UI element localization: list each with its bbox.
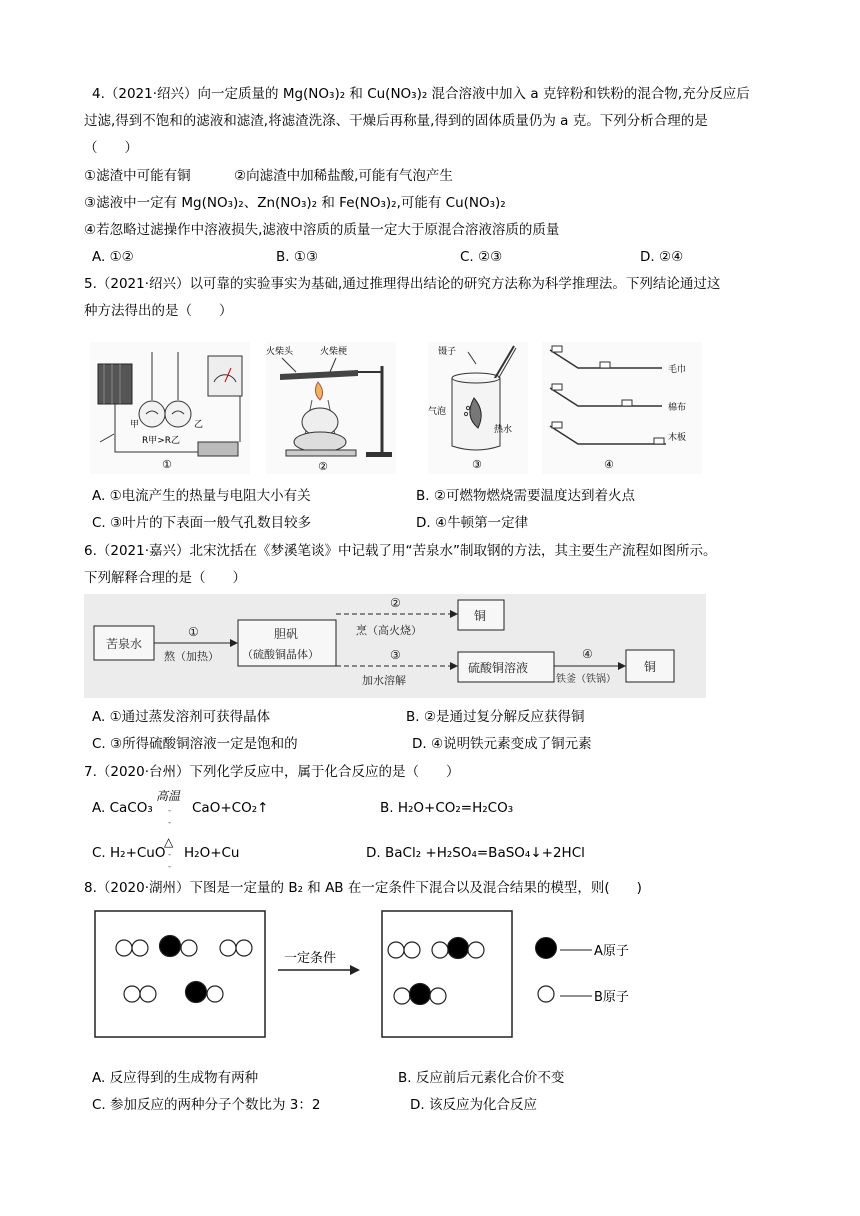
fig4-label-board: 木板: [668, 433, 687, 443]
flow-step2-label: 烹（高火烧）: [356, 624, 422, 637]
fig3-label-tweezers: 镊子: [438, 347, 457, 357]
q4-option-a[interactable]: A. ①②: [92, 249, 134, 265]
fig4-label-cotton: 棉布: [668, 403, 687, 413]
fig3-label-bubbles: 气泡: [428, 407, 447, 417]
q4-statement-2: ②向滤渣中加稀盐酸,可能有气泡产生: [234, 168, 453, 184]
q4-option-b[interactable]: B. ①③: [276, 249, 319, 265]
flow-step4-label: 铁釜（铁锅）: [556, 674, 616, 685]
q5-stem-line1: 5.（2021·绍兴）以可靠的实验事实为基础,通过推理得出结论的研究方法称为科学推理法。下列结论通过这: [84, 276, 721, 292]
q8-legend-b-atom: B原子: [594, 990, 629, 1005]
q5-stem-line2: 种方法得出的是（ ）: [84, 303, 233, 319]
q8-legend-a-atom: A原子: [594, 944, 629, 959]
q7-option-c-dash-2: -: [168, 862, 172, 872]
flow-step1-number: ①: [188, 625, 199, 639]
flow-box-copper-2: 铜: [644, 660, 657, 674]
fig1-label-yi: 乙: [194, 420, 204, 430]
q7-option-a-reactant: A. CaCO₃: [92, 800, 153, 816]
q5-figure-slopes: [542, 342, 702, 474]
fig4-label-towel: 毛巾: [668, 365, 687, 375]
q7-option-a[interactable]: [92, 798, 153, 818]
q4-statement-4: ④若忽略过滤操作中溶液损失,滤液中溶质的质量一定大于原混合溶液溶质的质量: [84, 222, 560, 238]
flow-step4-number: ④: [582, 647, 593, 661]
flow-box-start: 苦泉水: [106, 637, 143, 651]
q6-option-a[interactable]: A. ①通过蒸发溶剂可获得晶体: [92, 709, 271, 725]
q8-option-a[interactable]: A. 反应得到的生成物有两种: [92, 1070, 259, 1086]
q7-option-a-dash-1: -: [168, 806, 172, 816]
q7-option-c-condition: △: [164, 835, 174, 849]
q4-option-d[interactable]: D. ②④: [640, 249, 684, 265]
fig2-label-match-head: 火柴头: [266, 347, 294, 357]
flow-step3-label: 加水溶解: [362, 674, 406, 687]
q5-option-c[interactable]: C. ③叶片的下表面一般气孔数目较多: [92, 515, 312, 531]
fig2-label-match-stick: 火柴梗: [320, 347, 348, 357]
fig1-label-jia: 甲: [130, 420, 140, 430]
q8-option-d[interactable]: D. 该反应为化合反应: [410, 1097, 537, 1113]
q8-stem: 8.（2020·湖州）下图是一定量的 B₂ 和 AB 在一定条件下混合以及混合结果的模型，则( ): [84, 880, 642, 896]
q6-flowchart: [84, 594, 706, 698]
fig3-label-hot-water: 热水: [494, 425, 513, 435]
flow-step2-number: ②: [390, 596, 401, 610]
q4-statement-3: ③滤液中一定有 Mg(NO₃)₂、Zn(NO₃)₂ 和 Fe(NO₃)₂,可能有 Cu(NO₃)₂: [84, 195, 506, 211]
q7-option-a-condition: 高温: [156, 789, 181, 803]
fig4-number: ④: [604, 458, 614, 471]
q4-stem-line2: 过滤,得到不饱和的滤液和滤渣,将滤渣洗涤、干燥后再称量,得到的固体质量仍为 a 克。下列分析合理的是: [84, 113, 708, 129]
q7-option-c-product: H₂O+Cu: [184, 845, 240, 861]
q5-figure-burning: [266, 342, 396, 474]
q6-stem-line2: 下列解释合理的是（ ）: [84, 570, 246, 586]
q8-option-c[interactable]: C. 参加反应的两种分子个数比为 3：2: [92, 1097, 321, 1113]
q5-option-d[interactable]: D. ④牛顿第一定律: [416, 515, 529, 531]
fig1-label-resistance: R甲>R乙: [142, 436, 181, 446]
flow-box-copper-1: 铜: [474, 609, 487, 623]
fig3-number: ③: [472, 458, 482, 471]
q6-option-b[interactable]: B. ②是通过复分解反应获得铜: [406, 709, 585, 725]
q7-option-c-dash-1: -: [168, 850, 172, 860]
q6-stem-line1: 6.（2021·嘉兴）北宋沈括在《梦溪笔谈》中记载了用“苦泉水”制取钢的方法，其主要生产流程如图所示。: [84, 543, 717, 559]
fig2-number: ②: [318, 460, 328, 473]
flow-step3-number: ③: [390, 648, 401, 662]
q7-option-a-product: CaO+CO₂↑: [192, 800, 269, 816]
q4-stem-line1: 4.（2021·绍兴）向一定质量的 Mg(NO₃)₂ 和 Cu(NO₃)₂ 混合溶液中加入 a 克锌粉和铁粉的混合物,充分反应后: [92, 86, 750, 102]
q6-option-d[interactable]: D. ④说明铁元素变成了铜元素: [412, 736, 592, 752]
q4-statement-1: ①滤渣中可能有铜: [84, 168, 191, 184]
q4-option-c[interactable]: C. ②③: [460, 249, 503, 265]
q8-option-b[interactable]: B. 反应前后元素化合价不变: [398, 1070, 565, 1086]
flow-box-solution: 硫酸铜溶液: [468, 661, 529, 675]
q8-arrow-label: 一定条件: [284, 951, 337, 966]
q5-option-a[interactable]: A. ①电流产生的热量与电阻大小有关: [92, 488, 311, 504]
q7-option-c[interactable]: [92, 843, 166, 863]
q5-figure-circuit: [90, 342, 250, 474]
fig1-number: ①: [162, 458, 172, 471]
q7-option-a-dash-2: -: [168, 818, 172, 828]
q8-molecule-model: [94, 910, 654, 1038]
flow-box-chalcanthite-note: （硫酸铜晶体）: [242, 648, 319, 661]
q7-option-d[interactable]: D. BaCl₂ +H₂SO₄=BaSO₄↓+2HCl: [366, 845, 585, 861]
flow-box-chalcanthite: 胆矾: [274, 627, 299, 641]
q7-option-c-reactant: C. H₂+CuO: [92, 845, 166, 861]
q5-option-b[interactable]: B. ②可燃物燃烧需要温度达到着火点: [416, 488, 635, 504]
q7-option-b[interactable]: B. H₂O+CO₂=H₂CO₃: [380, 800, 514, 816]
q4-paren: （ ）: [84, 140, 138, 156]
q7-stem: 7.（2020·台州）下列化学反应中，属于化合反应的是（ ）: [84, 764, 460, 780]
q5-figure-leaf: [428, 342, 528, 474]
flow-step1-label: 熬（加热）: [164, 650, 219, 663]
q6-option-c[interactable]: C. ③所得硫酸铜溶液一定是饱和的: [92, 736, 298, 752]
